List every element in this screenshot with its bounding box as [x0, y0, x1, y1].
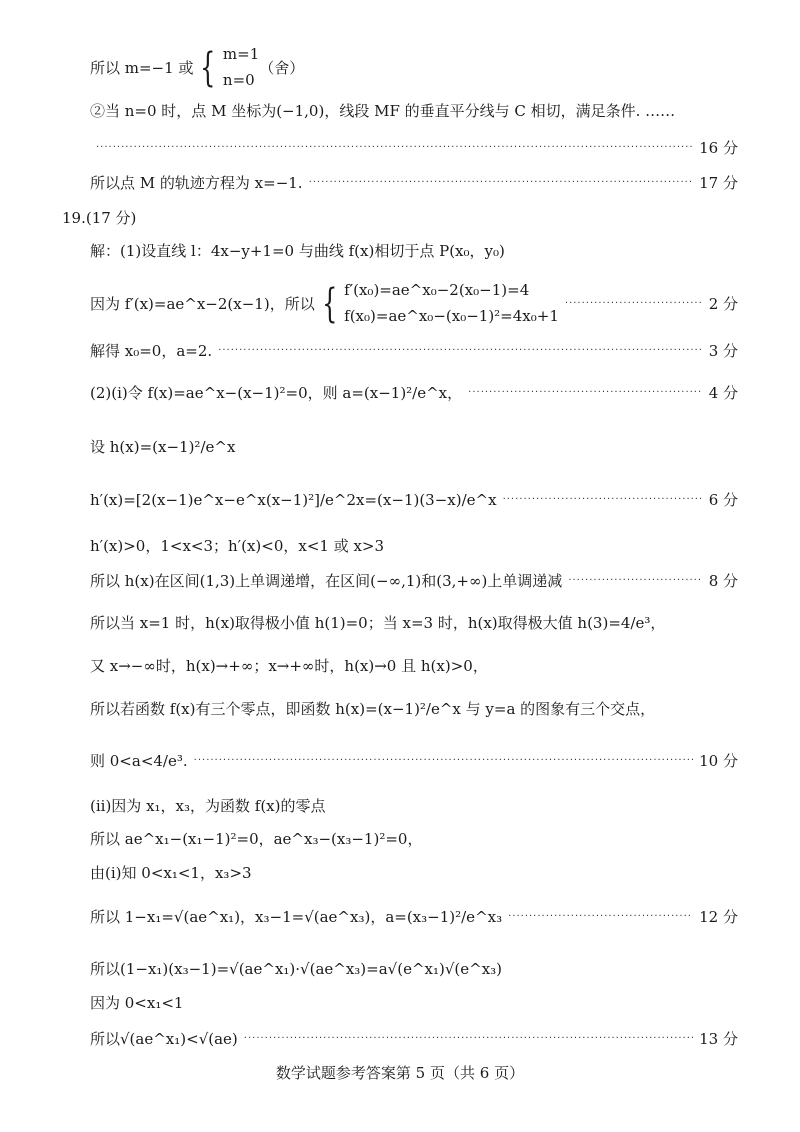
solution-line [90, 958, 738, 979]
solution-line [90, 862, 738, 883]
line-text: 解得 x₀=0，a=2. [90, 342, 213, 360]
dot-leader [309, 177, 694, 188]
line-text: ②当 n=0 时，点 M 坐标为(−1,0)，线段 MF 的垂直平分线与 C 相切，满足条件. …… [90, 102, 676, 120]
line-text: 所以 ae^x₁−(x₁−1)²=0，ae^x₃−(x₃−1)²=0， [90, 830, 423, 848]
dot-leader [96, 142, 693, 153]
solution-line [90, 612, 738, 633]
solution-line [90, 828, 738, 849]
dot-leader [218, 345, 703, 356]
brace-icon: { [200, 44, 216, 91]
line-text: 所以 m=−1 或 [90, 59, 194, 77]
dot-leader [503, 494, 703, 505]
score-label: 6 分 [708, 491, 738, 509]
score-label: 17 分 [699, 174, 738, 192]
line-text: 则 0<a<4/e³. [90, 752, 188, 770]
line-text: （舍） [259, 59, 305, 77]
line-text: 19.(17 分) [62, 209, 137, 227]
equation-system [193, 42, 259, 93]
page-footer: 数学试题参考答案第 5 页（共 6 页） [275, 1064, 525, 1082]
score-label: 16 分 [699, 139, 738, 157]
score-label: 2 分 [708, 295, 738, 313]
line-text: 所以 1−x₁=√(ae^x₁)，x₃−1=√(ae^x₃)，a=(x₃−1)²/e^x₃ [90, 908, 503, 926]
score-label: 3 分 [708, 342, 738, 360]
line-text: h′(x)>0，1<x<3；h′(x)<0，x<1 或 x>3 [90, 537, 385, 555]
line-text: h′(x)=[2(x−1)e^x−e^x(x−1)²]/e^2x=(x−1)(3−x)/e^x [90, 490, 497, 509]
solution-line [90, 655, 738, 676]
solution-line [90, 750, 738, 771]
system-row: f(x₀)=ae^x₀−(x₀−1)²=4x₀+1 [344, 306, 559, 325]
solution-line [90, 137, 738, 158]
line-text: (2)(i)令 f(x)=ae^x−(x−1)²=0，则 a=(x−1)²/e^x， [90, 384, 463, 402]
line-text: 解：(1)设直线 l：4x−y+1=0 与曲线 f(x)相切于点 P(x₀，y₀) [90, 242, 505, 260]
brace-icon: { [321, 280, 338, 327]
solution-line [90, 992, 738, 1013]
score-label: 13 分 [699, 1030, 738, 1048]
score-label: 12 分 [699, 908, 738, 926]
line-text: 所以 h(x)在区间(1,3)上单调递增，在区间(−∞,1)和(3,+∞)上单调递减 [90, 572, 563, 590]
question-heading [62, 207, 738, 228]
line-text: 所以点 M 的轨迹方程为 x=−1. [90, 174, 303, 192]
solution-line [90, 906, 738, 927]
dot-leader [194, 755, 693, 766]
solution-line [90, 340, 738, 361]
line-text: 因为 f′(x)=ae^x−2(x−1)，所以 [90, 295, 315, 313]
solution-line [90, 240, 738, 261]
solution-line [90, 42, 738, 93]
system-row: f′(x₀)=ae^x₀−2(x₀−1)=4 [344, 281, 530, 299]
solution-line [90, 570, 738, 591]
line-text: 所以(1−x₁)(x₃−1)=√(ae^x₁)·√(ae^x₃)=a√(e^x₁)√(e^x₃) [90, 960, 503, 978]
line-text: 又 x→−∞时，h(x)→+∞；x→+∞时，h(x)→0 且 h(x)>0， [90, 657, 488, 675]
dot-leader [244, 1033, 693, 1044]
line-text: 设 h(x)=(x−1)²/e^x [90, 438, 236, 456]
solution-line [90, 436, 738, 457]
dot-leader [508, 911, 693, 922]
line-text: 所以若函数 f(x)有三个零点，即函数 h(x)=(x−1)²/e^x 与 y=a 的图象有三个交点， [90, 700, 656, 718]
solution-line [90, 489, 738, 510]
solution-line [90, 698, 738, 719]
solution-line [90, 100, 738, 121]
solution-line [90, 795, 738, 816]
solution-line [90, 1028, 738, 1049]
score-label: 10 分 [699, 752, 738, 770]
score-label: 4 分 [708, 384, 738, 402]
system-row: n=0 [222, 70, 255, 89]
solution-line [90, 535, 738, 556]
line-text: 所以√(ae^x₁)<√(ae) [90, 1030, 238, 1048]
line-text: 由(i)知 0<x₁<1，x₃>3 [90, 864, 252, 882]
solution-line [90, 172, 738, 193]
solution-line [90, 278, 738, 329]
equation-system [315, 278, 559, 329]
dot-leader [568, 575, 702, 586]
dot-leader [468, 387, 703, 398]
score-label: 8 分 [708, 572, 738, 590]
solution-line [90, 382, 738, 403]
line-text: 所以当 x=1 时，h(x)取得极小值 h(1)=0；当 x=3 时，h(x)取得极大值 h(3)=4/e³， [90, 614, 666, 632]
dot-leader [565, 298, 703, 309]
line-text: (ii)因为 x₁，x₃，为函数 f(x)的零点 [90, 797, 326, 815]
system-row: m=1 [222, 45, 260, 63]
line-text: 因为 0<x₁<1 [90, 994, 184, 1012]
